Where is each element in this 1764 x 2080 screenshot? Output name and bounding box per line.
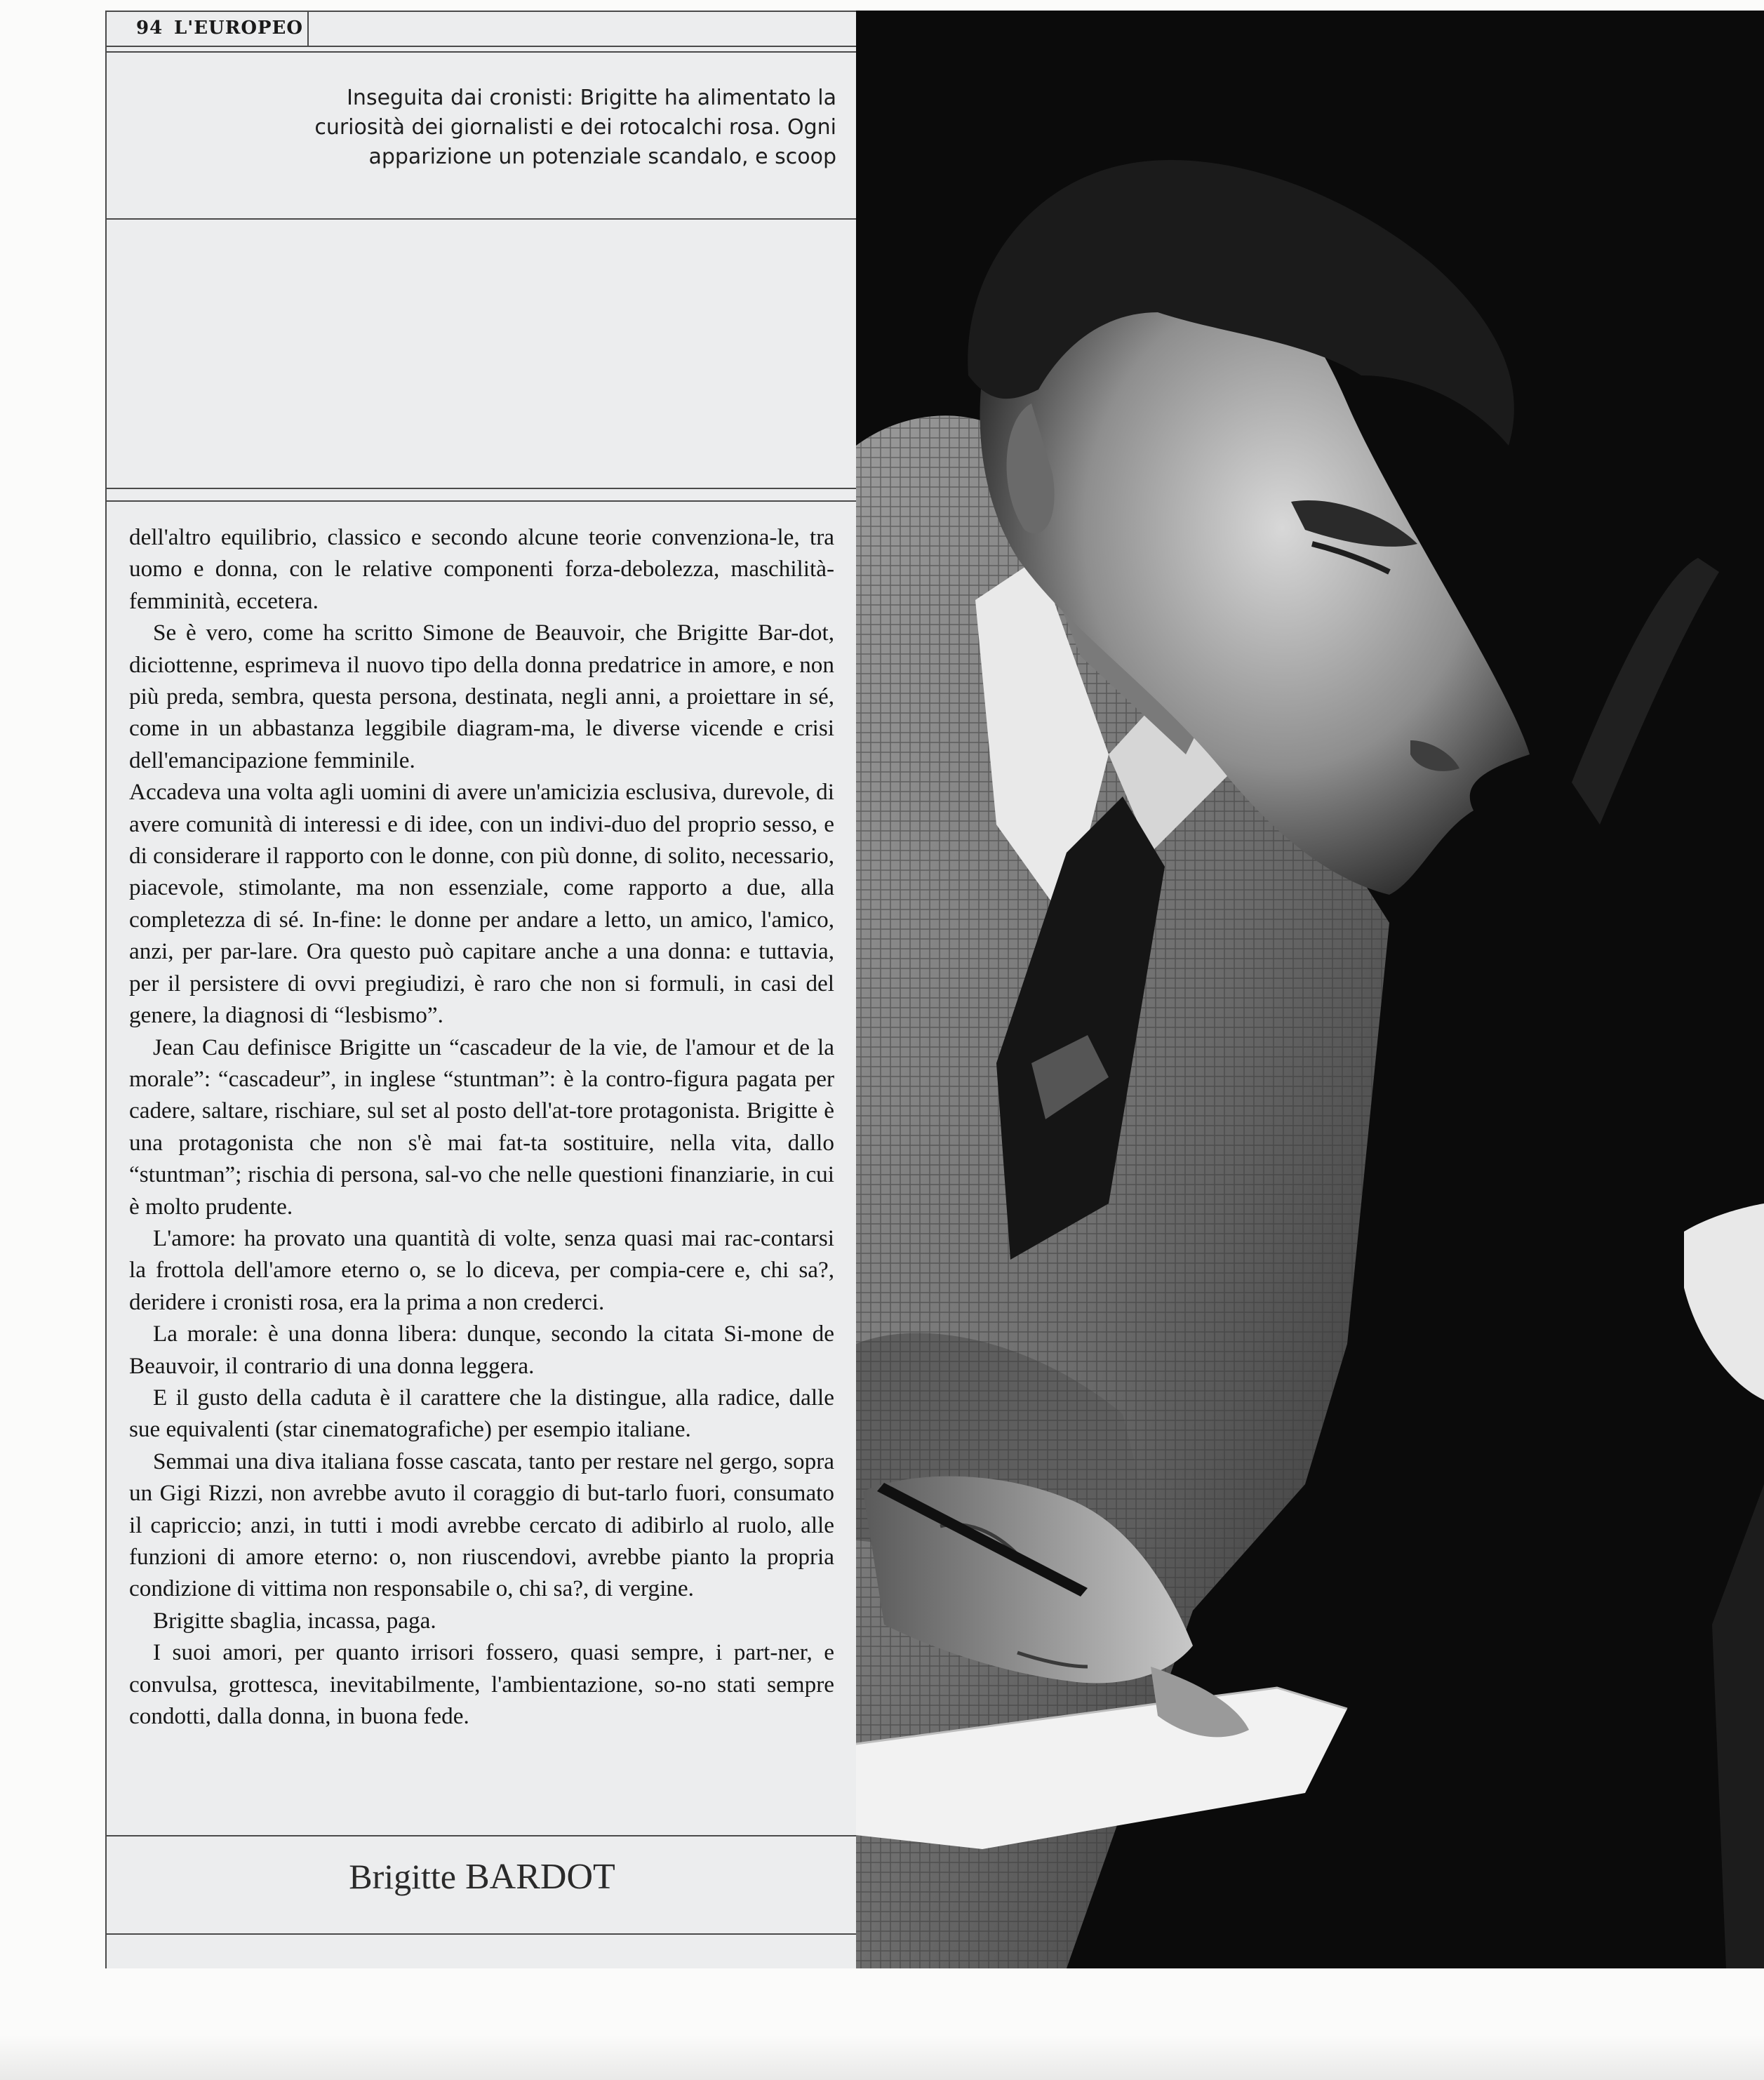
article-paragraph: La morale: è una donna libera: dunque, secondo la citata Si-mone de Beauvoir, il contrario di una donna leggera.: [129, 1321, 834, 1379]
rule-line: [107, 1835, 857, 1836]
article-paragraph: dell'altro equilibrio, classico e secondo alcune teorie convenziona-le, tra uomo e donna, con le relative componenti forza-debolezza, maschilità-femminità, eccetera.: [129, 524, 834, 614]
photo-illustration: [856, 11, 1764, 1968]
article-paragraph: Se è vero, come ha scritto Simone de Beauvoir, che Brigitte Bar-dot, diciottenne, esprimeva il nuovo tipo della donna predatrice in amore, e non più preda, sembra, questa persona, destinata, negli anni, a proiettare in sé, come in un abbastanza leggibile diagram-ma, le diverse vicende e crisi dell'emancipazione femminile.: [129, 620, 834, 773]
running-header: [107, 11, 857, 47]
page-number: 94: [136, 18, 163, 39]
article-paragraph: L'amore: ha provato una quantità di volte, senza quasi mai rac-contarsi la frottola dell'amore eterno o, se lo diceva, per compia-cere e, chi sa?, deridere i cronisti rosa, era la prima a non crederci.: [129, 1225, 834, 1315]
photo-caption: Inseguita dai cronisti: Brigitte ha alimentato la curiosità dei giornalisti e dei rotocalchi rosa. Ogni apparizione un potenziale scandalo, e scoop: [314, 86, 836, 169]
article-paragraph: I suoi amori, per quanto irrisori fossero, quasi sempre, i part-ner, e convulsa, grottesca, inevitabilmente, l'ambientazione, so-no stati sempre condotti, dalla donna, in buona fede.: [129, 1639, 834, 1730]
rule-line: [107, 488, 857, 489]
header-divider: [307, 12, 309, 46]
text-column: [105, 11, 857, 1968]
magazine-name: L'EUROPEO: [174, 18, 304, 39]
signature-last-name: BARDOT: [465, 1857, 615, 1897]
article-paragraph: E il gusto della caduta è il carattere che la distingue, alla radice, dalle sue equivalenti (star cinematografiche) per esempio italiane.: [129, 1384, 834, 1443]
rule-line: [107, 1933, 857, 1935]
signature-first-name: Brigitte: [349, 1857, 456, 1896]
photo-man-writing: [856, 11, 1764, 1968]
article-body: [129, 521, 834, 1732]
article-signature: [107, 1856, 857, 1898]
article-paragraph: Brigitte sbaglia, incassa, paga.: [153, 1607, 436, 1634]
page-bottom-edge: [0, 2035, 1764, 2080]
article-paragraph: Accadeva una volta agli uomini di avere un'amicizia esclusiva, durevole, di avere comunità di interessi e di idee, con un indivi-duo del proprio sesso, e di considerare il rapporto con le donne, con più donne, di solito, necessario, piacevole, stimolante, ma non essenziale, come rapporto a due, alla completezza di sé. In-fine: le donne per andare a letto, un amico, l'amico, anzi, per par-lare. Ora questo può capitare anche a una donna: e tuttavia, per il persistere di ovvi pregiudizi, è raro che non si formuli, in casi del genere, la diagnosi di “lesbismo”.: [129, 779, 834, 1029]
rule-line: [107, 51, 857, 53]
article-paragraph: Semmai una diva italiana fosse cascata, tanto per restare nel gergo, sopra un Gigi Rizzi, non avrebbe avuto il coraggio di but-tarlo fuori, consumato il capriccio; anzi, in tutti i modi avrebbe cercato di adibirlo al ruolo, alle funzioni di amore eterno: o, non riuscendovi, avrebbe pianto la propria condizione di vittima non responsabile o, chi sa?, di vergine.: [129, 1448, 834, 1602]
rule-line: [107, 500, 857, 502]
article-paragraph: Jean Cau definisce Brigitte un “cascadeur de la vie, de l'amour et de la morale”: “cascadeur”, in inglese “stuntman”: è la contro-figura pagata per cadere, saltare, rischiare, sul set al posto dell'at-tore protagonista. Brigitte è una protagonista che non s'è mai fat-ta sostituire, nella vita, dallo “stuntman”; rischia di persona, sal-vo che nelle questioni finanziarie, in cui è molto prudente.: [129, 1034, 834, 1220]
rule-line: [107, 218, 857, 220]
